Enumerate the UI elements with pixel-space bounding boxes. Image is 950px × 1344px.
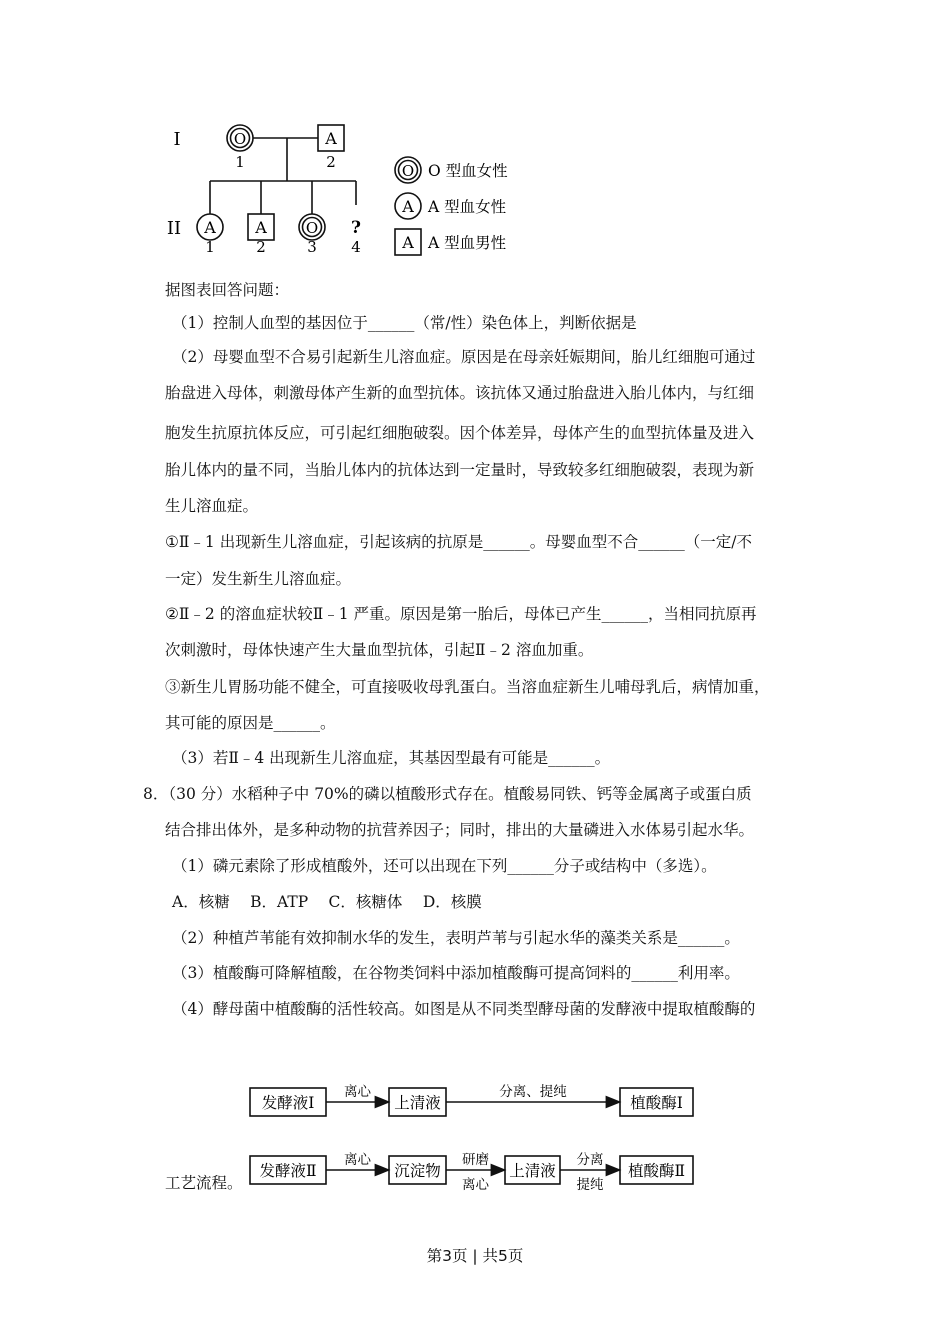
arrow-label: 分离: [576, 1152, 604, 1168]
blood-type-label: A: [325, 129, 337, 148]
blood-type-label: A: [255, 218, 267, 237]
individual-number: 2: [326, 153, 336, 171]
arrow-label: 离心: [344, 1084, 371, 1100]
legend-label: A 型血男性: [428, 234, 507, 252]
page-footer: 第3页 | 共5页: [426, 1247, 524, 1265]
blood-type-label: O: [401, 162, 415, 180]
process-box-label: 上清液: [509, 1162, 556, 1180]
text-line: 据图表回答问题：: [165, 281, 290, 299]
text-line: （1）磷元素除了形成植酸外，还可以出现在下列______分子或结构中（多选）。: [172, 857, 717, 875]
text-line: 工艺流程。: [165, 1174, 243, 1192]
generation-label: I: [173, 129, 181, 150]
text-line: （3）若Ⅱ﹣4 出现新生儿溶血症，其基因型最有可能是______。: [172, 749, 611, 767]
process-flowchart: [0, 1060, 950, 1210]
blood-type-label: A: [204, 218, 216, 237]
text-line: 8．（30 分）水稻种子中 70%的磷以植酸形式存在。植酸易同铁、钙等金属离子或蛋白质: [143, 785, 752, 803]
individual-number: 1: [235, 153, 245, 171]
pedigree-chart: [0, 0, 950, 280]
process-box-label: 植酸酶Ⅰ: [630, 1094, 683, 1112]
arrow-label: 离心: [344, 1152, 371, 1168]
blood-type-label: O: [233, 130, 247, 148]
text-line: （2）种植芦苇能有效抑制水华的发生，表明芦苇与引起水华的藻类关系是______。: [172, 929, 740, 947]
text-line: （4）酵母菌中植酸酶的活性较高。如图是从不同类型酵母菌的发酵液中提取植酸酶的: [172, 1000, 756, 1018]
text-line: （2）母婴血型不合易引起新生儿溶血症。原因是在母亲妊娠期间，胎儿红细胞可通过: [172, 348, 756, 366]
text-line: ③新生儿胃肠功能不健全，可直接吸收母乳蛋白。当溶血症新生儿哺母乳后，病情加重，: [165, 678, 770, 696]
blood-type-label: A: [402, 233, 414, 252]
text-line: A．核糖 B．ATP C．核糖体 D．核膜: [172, 893, 482, 911]
arrow-label: 提纯: [576, 1177, 604, 1193]
text-line: 一定）发生新生儿溶血症。: [165, 570, 352, 588]
individual-number: 4: [351, 238, 361, 256]
process-box-label: 发酵液Ⅱ: [259, 1162, 317, 1180]
individual-number: 1: [205, 238, 215, 256]
text-line: 其可能的原因是______。: [165, 714, 336, 732]
individual-number: 2: [256, 238, 266, 256]
text-line: 胎儿体内的量不同，当胎儿体内的抗体达到一定量时，导致较多红细胞破裂，表现为新: [165, 461, 755, 479]
arrow-label: 研磨: [462, 1152, 489, 1168]
process-box-label: 植酸酶Ⅱ: [627, 1162, 686, 1180]
unknown-mark: ?: [351, 218, 361, 238]
text-line: （3）植酸酶可降解植酸，在谷物类饲料中添加植酸酶可提高饲料的______利用率。: [172, 964, 740, 982]
process-box-label: 上清液: [394, 1094, 441, 1112]
generation-label: II: [166, 218, 182, 239]
text-line: （1）控制人血型的基因位于______（常/性）染色体上，判断依据是: [172, 314, 637, 332]
blood-type-label: O: [305, 219, 319, 237]
arrow-label: 分离、提纯: [499, 1084, 567, 1100]
process-box-label: 沉淀物: [394, 1162, 441, 1180]
text-line: 生儿溶血症。: [165, 497, 259, 515]
text-line: ①Ⅱ﹣1 出现新生儿溶血症，引起该病的抗原是______。母婴血型不合______（一定/不: [165, 533, 752, 551]
legend-label: A 型血女性: [428, 198, 507, 216]
individual-number: 3: [307, 238, 317, 256]
blood-type-label: A: [402, 197, 414, 216]
text-line: 次刺激时，母体快速产生大量血型抗体，引起Ⅱ﹣2 溶血加重。: [165, 641, 594, 659]
text-line: 胞发生抗原抗体反应，可引起红细胞破裂。因个体差异，母体产生的血型抗体量及进入: [165, 424, 755, 442]
legend-label: O 型血女性: [428, 162, 508, 180]
arrow-label: 离心: [462, 1177, 489, 1193]
text-line: 结合排出体外，是多种动物的抗营养因子；同时，排出的大量磷进入水体易引起水华。: [165, 821, 755, 839]
text-line: ②Ⅱ﹣2 的溶血症状较Ⅱ﹣1 严重。原因是第一胎后，母体已产生______，当相同抗原再: [165, 605, 757, 623]
process-box-label: 发酵液Ⅰ: [261, 1094, 315, 1112]
text-line: 胎盘进入母体，刺激母体产生新的血型抗体。该抗体又通过胎盘进入胎儿体内，与红细: [165, 384, 755, 402]
